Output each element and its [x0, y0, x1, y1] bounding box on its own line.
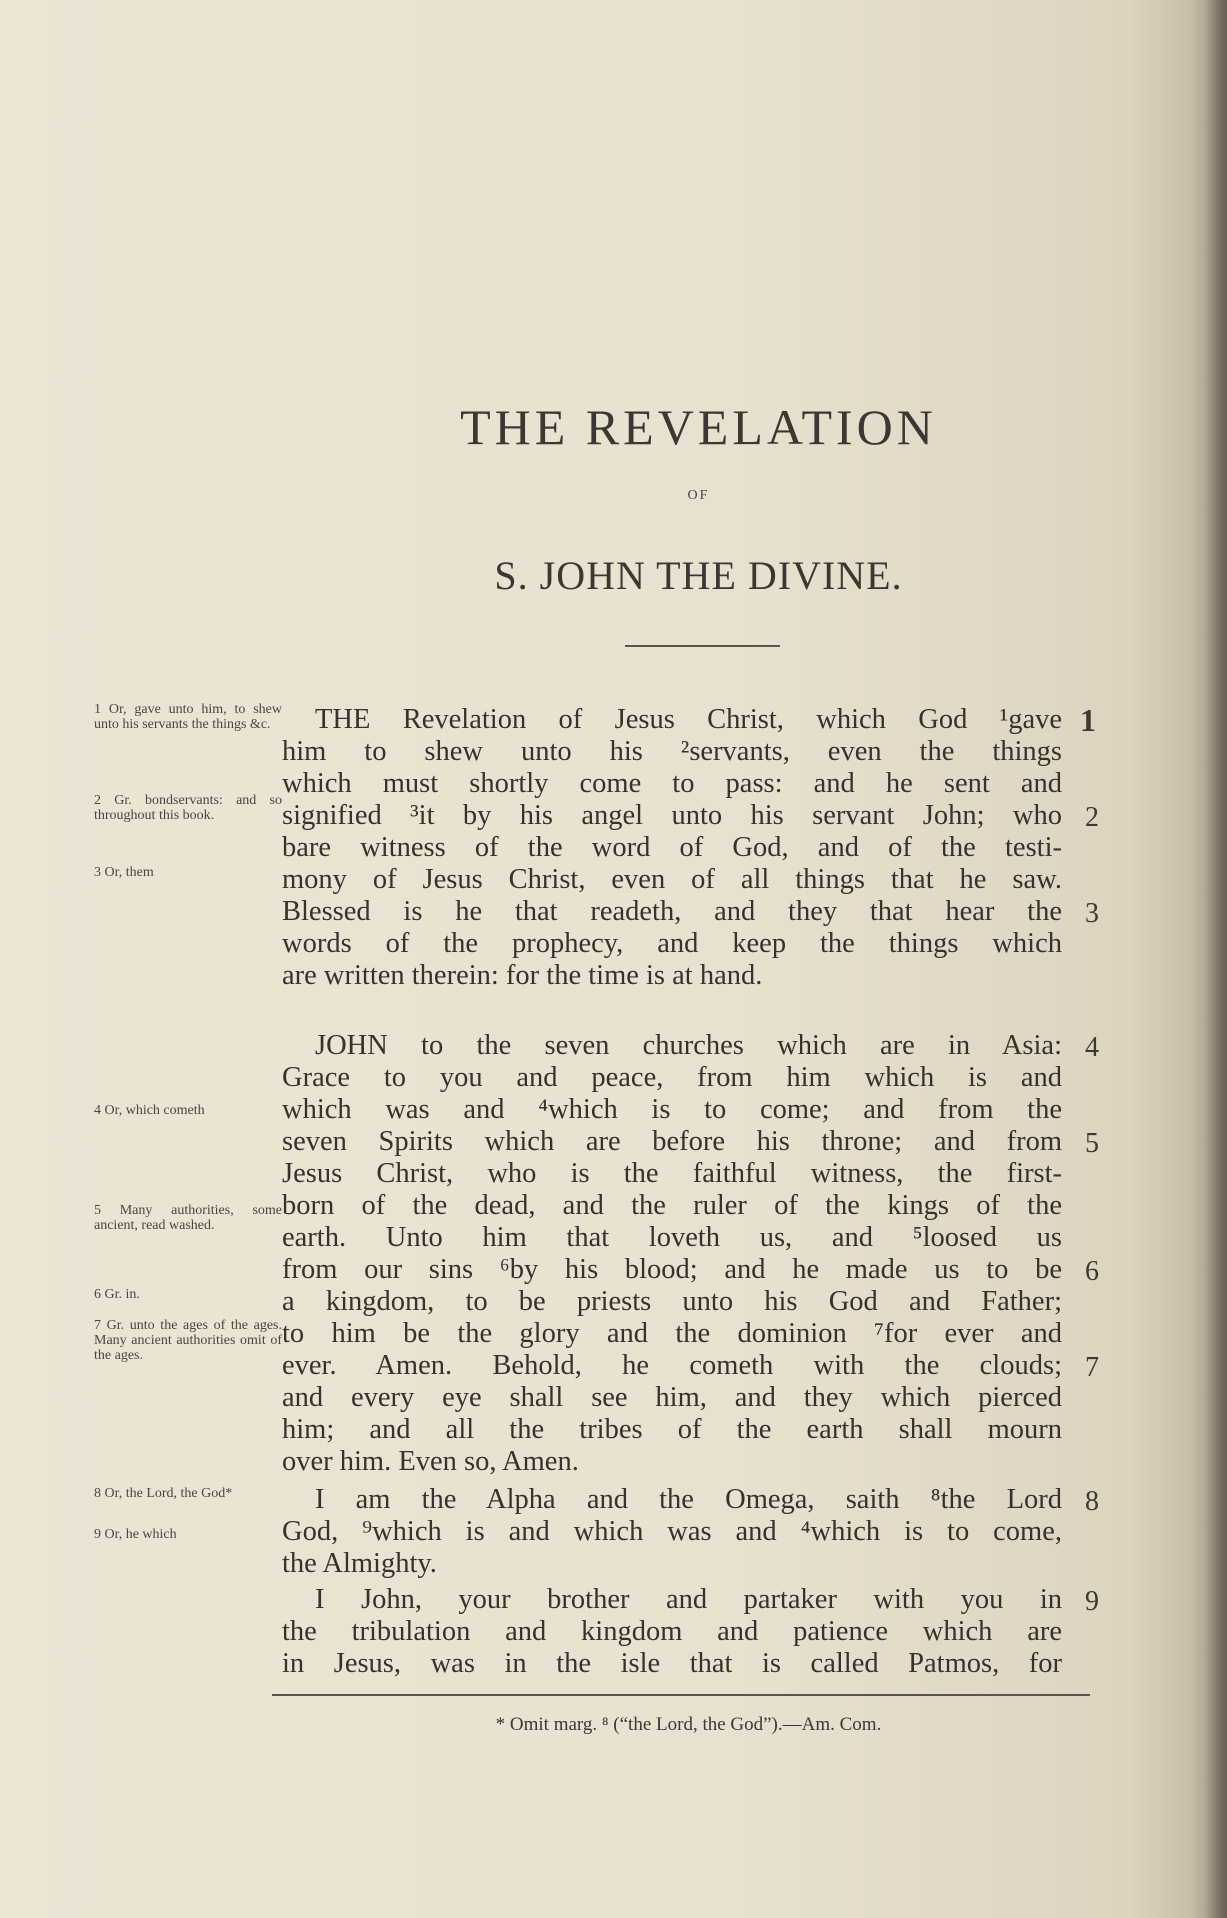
text-line: JOHN to the seven churches which are in Asia:: [315, 1030, 1062, 1061]
text-line: from our sins ⁶by his blood; and he made us to be: [282, 1254, 1062, 1285]
verse-number: 8: [1085, 1486, 1099, 1517]
verse-number: 5: [1085, 1128, 1099, 1159]
title-divider: [625, 645, 780, 647]
text-line: him; and all the tribes of the earth shall mourn: [282, 1414, 1062, 1445]
text-line: I am the Alpha and the Omega, saith ⁸the Lord: [315, 1484, 1062, 1515]
margin-note-7: 7 Gr. unto the ages of the ages. Many ancient authorities omit of the ages.: [94, 1318, 282, 1363]
page-title: THE REVELATION: [460, 399, 937, 455]
footnote-divider: [272, 1694, 1090, 1696]
text-line: bare witness of the word of God, and of the testi-: [282, 832, 1062, 863]
text-line: signified ³it by his angel unto his servant John; who: [282, 800, 1062, 831]
margin-note-1: 1 Or, gave unto him, to shew unto his servants the things &c.: [94, 702, 282, 732]
text-line: the tribulation and kingdom and patience which are: [282, 1616, 1062, 1647]
text-line: Grace to you and peace, from him which is and: [282, 1062, 1062, 1093]
verse-number: 6: [1085, 1256, 1099, 1287]
verse-number: 3: [1085, 898, 1099, 929]
text-line: earth. Unto him that loveth us, and ⁵loosed us: [282, 1222, 1062, 1253]
text-line: in Jesus, was in the isle that is called Patmos, for: [282, 1648, 1062, 1679]
margin-note-3: 3 Or, them: [94, 865, 154, 880]
verse-number: 4: [1085, 1032, 1099, 1063]
verse-number: 1: [1080, 702, 1096, 738]
page-edge-shadow: [1205, 0, 1227, 1918]
footnote: * Omit marg. ⁸ (“the Lord, the God”).—Am. Com.: [495, 1714, 882, 1735]
text-line: THE Revelation of Jesus Christ, which God ¹gave: [315, 704, 1062, 735]
text-line: and every eye shall see him, and they which pierced: [282, 1382, 1062, 1413]
text-line: God, ⁹which is and which was and ⁴which is to come,: [282, 1516, 1062, 1547]
text-line: mony of Jesus Christ, even of all things that he saw.: [282, 864, 1062, 895]
text-line: the Almighty.: [282, 1548, 437, 1579]
margin-note-2: 2 Gr. bondservants: and so throughout this book.: [94, 793, 282, 823]
margin-note-8: 8 Or, the Lord, the God*: [94, 1486, 233, 1501]
text-line: him to shew unto his ²servants, even the things: [282, 736, 1062, 767]
text-line: a kingdom, to be priests unto his God and Father;: [282, 1286, 1062, 1317]
text-line: which must shortly come to pass: and he sent and: [282, 768, 1062, 799]
text-line: ever. Amen. Behold, he cometh with the clouds;: [282, 1350, 1062, 1381]
text-line: seven Spirits which are before his throne; and from: [282, 1126, 1062, 1157]
text-line: which was and ⁴which is to come; and from the: [282, 1094, 1062, 1125]
text-line: Jesus Christ, who is the faithful witness, the first-: [282, 1158, 1062, 1189]
text-line: are written therein: for the time is at hand.: [282, 960, 763, 991]
page-subtitle: S. JOHN THE DIVINE.: [494, 553, 903, 598]
verse-number: 2: [1085, 802, 1099, 833]
margin-note-4: 4 Or, which cometh: [94, 1103, 205, 1118]
margin-note-6: 6 Gr. in.: [94, 1287, 140, 1302]
margin-note-9: 9 Or, he which: [94, 1527, 177, 1542]
verse-number: 7: [1085, 1352, 1099, 1383]
text-line: to him be the glory and the dominion ⁷for ever and: [282, 1318, 1062, 1349]
margin-note-5: 5 Many authorities, some ancient, read washed.: [94, 1203, 282, 1233]
text-line: words of the prophecy, and keep the things which: [282, 928, 1062, 959]
title-connector: OF: [687, 488, 710, 503]
text-line: born of the dead, and the ruler of the kings of the: [282, 1190, 1062, 1221]
text-line: I John, your brother and partaker with you in: [315, 1584, 1062, 1615]
text-line: over him. Even so, Amen.: [282, 1446, 579, 1477]
verse-number: 9: [1085, 1586, 1099, 1617]
text-line: Blessed is he that readeth, and they that hear the: [282, 896, 1062, 927]
